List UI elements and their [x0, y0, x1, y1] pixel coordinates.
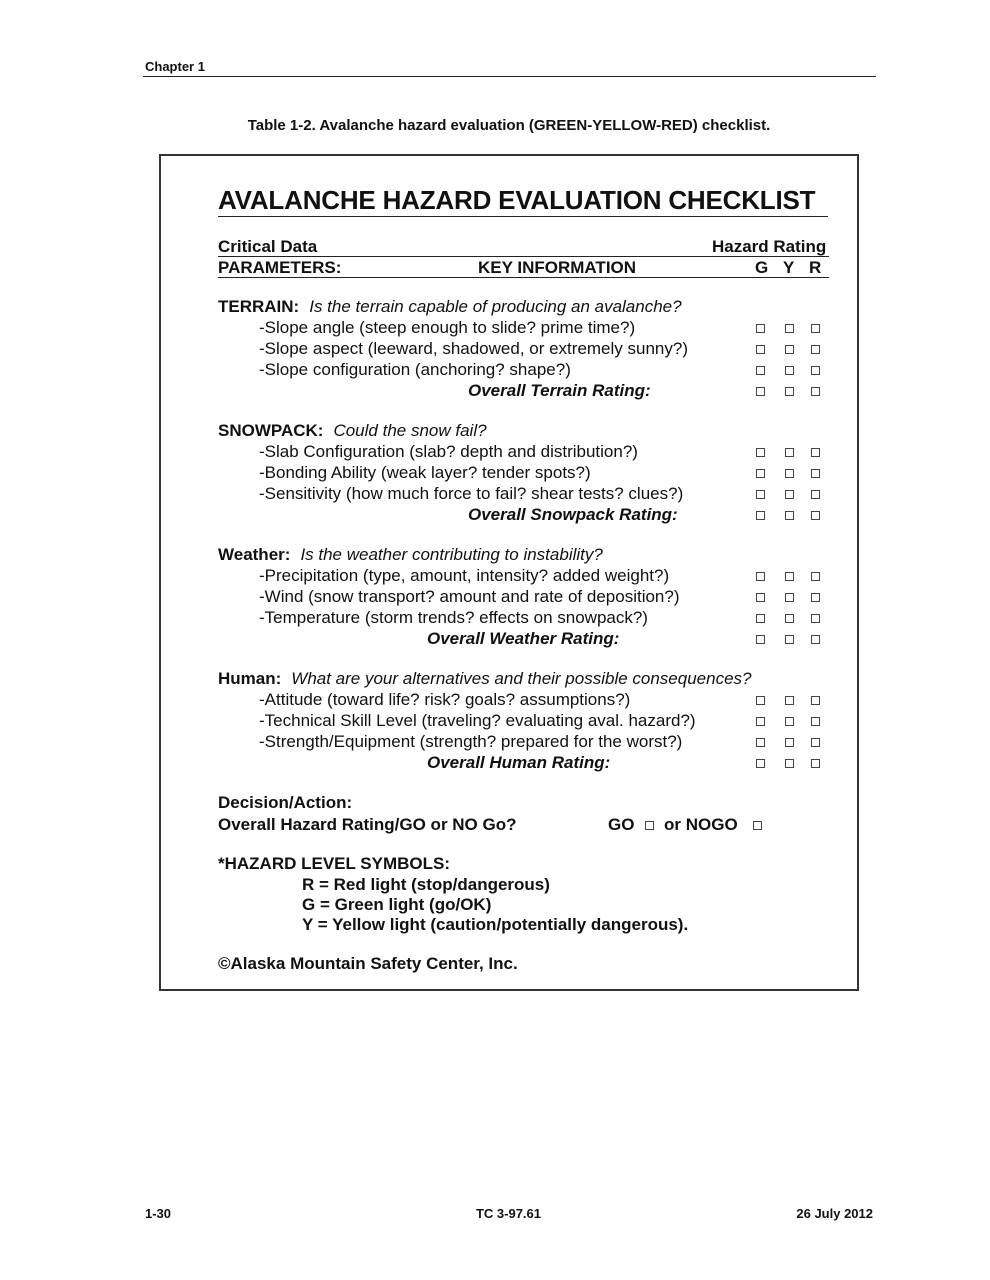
rating-checkbox-r[interactable]: [811, 469, 820, 478]
rating-checkbox-r[interactable]: [811, 759, 820, 768]
rating-checkbox-r[interactable]: [811, 635, 820, 644]
document-id: TC 3-97.61: [475, 1206, 542, 1221]
decision-question: Overall Hazard Rating/GO or NO Go?: [218, 815, 517, 834]
decision-title: Decision/Action:: [218, 793, 353, 812]
overall-rating-label: Overall Terrain Rating:: [468, 381, 651, 400]
checklist-item: -Precipitation (type, amount, intensity? added weight?): [259, 566, 670, 585]
rating-checkbox-g[interactable]: [756, 614, 765, 623]
section-name: SNOWPACK:: [218, 421, 324, 440]
rating-checkbox-g[interactable]: [756, 759, 765, 768]
overall-rating-label: Overall Weather Rating:: [427, 629, 620, 648]
section-heading: [218, 545, 603, 565]
section-question: Is the weather contributing to instability?: [300, 545, 603, 564]
column-g-heading: G: [755, 258, 769, 277]
checklist-item: -Strength/Equipment (strength? prepared for the worst?): [259, 732, 683, 751]
title-rule: [218, 216, 828, 217]
rating-checkbox-r[interactable]: [811, 366, 820, 375]
rating-checkbox-g[interactable]: [756, 324, 765, 333]
checklist-item: -Slope aspect (leeward, shadowed, or extremely sunny?): [259, 339, 688, 358]
checklist-item: -Technical Skill Level (traveling? evaluating aval. hazard?): [259, 711, 696, 730]
rating-checkbox-r[interactable]: [811, 696, 820, 705]
rating-checkbox-g[interactable]: [756, 593, 765, 602]
rating-checkbox-r[interactable]: [811, 614, 820, 623]
rating-checkbox-r[interactable]: [811, 738, 820, 747]
rating-checkbox-r[interactable]: [811, 593, 820, 602]
rating-checkbox-g[interactable]: [756, 717, 765, 726]
section-heading: [218, 297, 682, 317]
rating-checkbox-y[interactable]: [785, 324, 794, 333]
page-number: 1-30: [145, 1206, 172, 1221]
document-date: 26 July 2012: [796, 1206, 873, 1221]
rating-checkbox-r[interactable]: [811, 717, 820, 726]
rating-checkbox-y[interactable]: [785, 738, 794, 747]
symbol-green: G = Green light (go/OK): [302, 895, 492, 914]
rating-checkbox-y[interactable]: [785, 490, 794, 499]
rating-checkbox-y[interactable]: [785, 366, 794, 375]
rating-checkbox-g[interactable]: [756, 635, 765, 644]
section-name: TERRAIN:: [218, 297, 300, 316]
rating-checkbox-g[interactable]: [756, 511, 765, 520]
table-caption: Table 1-2. Avalanche hazard evaluation (GREEN-YELLOW-RED) checklist.: [247, 117, 771, 134]
hazard-rating-heading: Hazard Rating: [712, 237, 827, 256]
checklist-item: -Wind (snow transport? amount and rate of deposition?): [259, 587, 680, 606]
critical-data-heading: Critical Data: [218, 237, 318, 256]
checklist-item: -Bonding Ability (weak layer? tender spots?): [259, 463, 591, 482]
rating-checkbox-r[interactable]: [811, 324, 820, 333]
rating-checkbox-y[interactable]: [785, 696, 794, 705]
rating-checkbox-y[interactable]: [785, 469, 794, 478]
rating-checkbox-r[interactable]: [811, 572, 820, 581]
rating-checkbox-g[interactable]: [756, 490, 765, 499]
checklist-item: -Sensitivity (how much force to fail? shear tests? clues?): [259, 484, 684, 503]
checklist-item: -Slope angle (steep enough to slide? prime time?): [259, 318, 636, 337]
rating-checkbox-g[interactable]: [756, 345, 765, 354]
rating-checkbox-r[interactable]: [811, 511, 820, 520]
checklist-title: AVALANCHE HAZARD EVALUATION CHECKLIST: [218, 185, 816, 215]
checklist-item: -Slab Configuration (slab? depth and distribution?): [259, 442, 638, 461]
header-rule: [143, 76, 876, 77]
chapter-label: Chapter 1: [145, 59, 205, 74]
parameters-heading: PARAMETERS:: [218, 258, 342, 277]
rating-checkbox-y[interactable]: [785, 511, 794, 520]
rating-checkbox-y[interactable]: [785, 448, 794, 457]
rating-checkbox-g[interactable]: [756, 738, 765, 747]
symbol-yellow: Y = Yellow light (caution/potentially dangerous).: [302, 915, 689, 934]
symbols-title: *HAZARD LEVEL SYMBOLS:: [218, 854, 451, 873]
symbol-red: R = Red light (stop/dangerous): [302, 875, 550, 894]
nogo-checkbox[interactable]: [753, 821, 762, 830]
rating-checkbox-y[interactable]: [785, 717, 794, 726]
checklist-item: -Slope configuration (anchoring? shape?): [259, 360, 571, 379]
checklist-item: -Attitude (toward life? risk? goals? assumptions?): [259, 690, 631, 709]
rating-checkbox-y[interactable]: [785, 635, 794, 644]
rating-checkbox-y[interactable]: [785, 614, 794, 623]
rating-checkbox-g[interactable]: [756, 387, 765, 396]
section-name: Human:: [218, 669, 282, 688]
overall-rating-label: Overall Snowpack Rating:: [468, 505, 678, 524]
header-rule-bottom: [218, 277, 829, 278]
go-checkbox[interactable]: [645, 821, 654, 830]
section-name: Weather:: [218, 545, 291, 564]
rating-checkbox-r[interactable]: [811, 387, 820, 396]
rating-checkbox-g[interactable]: [756, 572, 765, 581]
rating-checkbox-y[interactable]: [785, 593, 794, 602]
rating-checkbox-r[interactable]: [811, 490, 820, 499]
section-question: What are your alternatives and their possible consequences?: [291, 669, 752, 688]
rating-checkbox-g[interactable]: [756, 448, 765, 457]
rating-checkbox-r[interactable]: [811, 345, 820, 354]
overall-rating-label: Overall Human Rating:: [427, 753, 611, 772]
copyright: ©Alaska Mountain Safety Center, Inc.: [218, 954, 518, 973]
rating-checkbox-g[interactable]: [756, 469, 765, 478]
checklist-item: -Temperature (storm trends? effects on snowpack?): [259, 608, 648, 627]
go-label: GO: [608, 815, 635, 834]
section-heading: [218, 669, 752, 689]
section-heading: [218, 421, 487, 441]
section-question: Is the terrain capable of producing an avalanche?: [309, 297, 682, 316]
rating-checkbox-g[interactable]: [756, 696, 765, 705]
key-information-heading: KEY INFORMATION: [478, 258, 637, 277]
column-r-heading: R: [809, 258, 822, 277]
rating-checkbox-y[interactable]: [785, 759, 794, 768]
rating-checkbox-y[interactable]: [785, 387, 794, 396]
column-y-heading: Y: [783, 258, 795, 277]
rating-checkbox-g[interactable]: [756, 366, 765, 375]
section-question: Could the snow fail?: [333, 421, 487, 440]
rating-checkbox-y[interactable]: [785, 345, 794, 354]
nogo-label: or NOGO: [664, 815, 738, 834]
rating-checkbox-y[interactable]: [785, 572, 794, 581]
header-rule-top: [218, 256, 829, 257]
rating-checkbox-r[interactable]: [811, 448, 820, 457]
